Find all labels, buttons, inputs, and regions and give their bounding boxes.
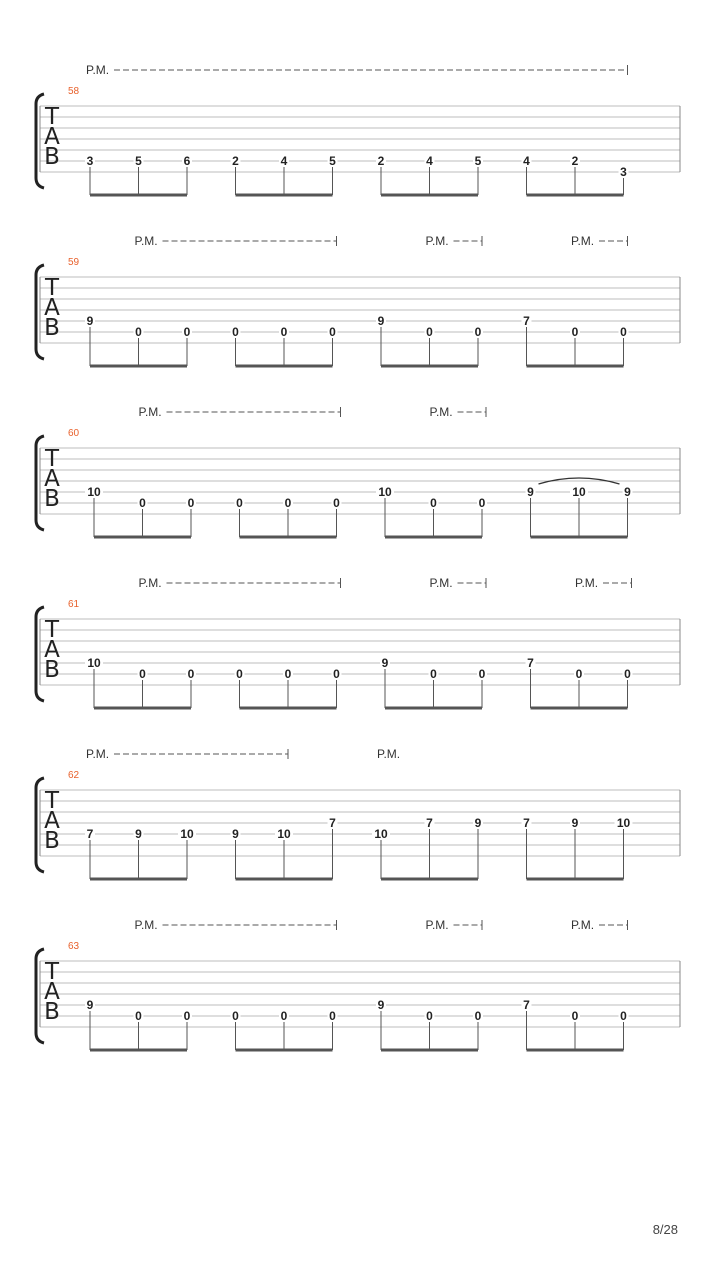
fret-number: 0 [280, 1009, 288, 1023]
fret-number: 2 [377, 154, 385, 168]
fret-number: 0 [478, 667, 486, 681]
fret-number: 0 [430, 496, 437, 510]
beam [527, 194, 624, 197]
palm-mute-label: P.M. [134, 918, 158, 932]
fret-number: 3 [86, 154, 94, 168]
fret-number: 4 [280, 154, 288, 168]
fret-number: 9 [232, 827, 239, 841]
beam [531, 707, 628, 710]
fret-number: 5 [135, 154, 142, 168]
fret-number: 10 [277, 827, 291, 841]
fret-number: 5 [329, 154, 336, 168]
fret-number: 9 [86, 314, 94, 328]
fret-number: 9 [135, 827, 142, 841]
bar-number: 62 [68, 770, 80, 781]
tab-clef-letter: B [44, 486, 60, 512]
fret-number: 0 [575, 667, 583, 681]
fret-number: 0 [139, 496, 146, 510]
tab-clef-letter: T [44, 617, 60, 643]
fret-number: 0 [139, 667, 146, 681]
fret-number: 9 [527, 485, 534, 499]
beam [236, 878, 333, 881]
fret-number: 9 [624, 485, 631, 499]
beam [90, 194, 187, 197]
bar-number: 60 [68, 428, 80, 439]
fret-number: 0 [135, 1009, 142, 1023]
tab-clef-letter: B [44, 999, 60, 1025]
fret-number: 0 [478, 496, 486, 510]
beam [531, 536, 628, 539]
fret-number: 2 [571, 154, 579, 168]
fret-number: 0 [284, 496, 292, 510]
beam [90, 1049, 187, 1052]
fret-number: 7 [329, 816, 336, 830]
fret-number: 10 [616, 816, 631, 830]
bar-number: 61 [68, 599, 80, 610]
beam [240, 707, 337, 710]
fret-number: 10 [374, 827, 388, 841]
beam [236, 194, 333, 197]
fret-number: 0 [620, 1009, 627, 1023]
fret-number: 10 [87, 485, 101, 499]
beam [94, 707, 191, 710]
fret-number: 9 [571, 816, 579, 830]
palm-mute-label: P.M. [138, 576, 162, 590]
fret-number: 0 [280, 325, 288, 339]
beam [527, 878, 624, 881]
tab-clef-letter: B [44, 315, 60, 341]
fret-number: 9 [377, 998, 385, 1012]
tab-system-58 [36, 63, 680, 197]
fret-number: 9 [381, 656, 389, 670]
fret-number: 0 [183, 1009, 191, 1023]
palm-mute-label: P.M. [425, 234, 449, 248]
fret-number: 0 [571, 1009, 579, 1023]
fret-number: 0 [236, 496, 243, 510]
tab-clef-letter: A [44, 637, 60, 663]
fret-number: 0 [232, 1009, 239, 1023]
fret-number: 2 [232, 154, 239, 168]
palm-mute-label: P.M. [425, 918, 449, 932]
fret-number: 5 [474, 154, 482, 168]
fret-number: 0 [624, 667, 631, 681]
palm-mute-label: P.M. [575, 576, 599, 590]
fret-number: 7 [527, 656, 534, 670]
palm-mute-label: P.M. [134, 234, 158, 248]
fret-number: 4 [523, 154, 530, 168]
palm-mute-label: P.M. [138, 405, 162, 419]
fret-number: 7 [86, 827, 94, 841]
tab-clef-letter: T [44, 446, 60, 472]
beam [236, 1049, 333, 1052]
fret-number: 0 [474, 325, 482, 339]
tab-clef-letter: A [44, 466, 60, 492]
palm-mute-label: P.M. [86, 63, 110, 77]
beam [240, 536, 337, 539]
beam [381, 1049, 478, 1052]
fret-number: 0 [187, 667, 195, 681]
fret-number: 0 [430, 667, 437, 681]
palm-mute-label: P.M. [429, 576, 453, 590]
fret-number: 0 [187, 496, 195, 510]
palm-mute-label: P.M. [571, 234, 595, 248]
beam [381, 878, 478, 881]
page-number: 8/28 [652, 1222, 678, 1237]
fret-number: 7 [426, 816, 433, 830]
fret-number: 9 [474, 816, 482, 830]
fret-number: 0 [232, 325, 239, 339]
fret-number: 0 [333, 667, 340, 681]
tab-clef-letter: A [44, 295, 60, 321]
beam [381, 194, 478, 197]
tab-clef-letter: T [44, 104, 60, 130]
tab-system-60 [36, 405, 680, 539]
bar-number: 59 [68, 257, 80, 268]
beam [90, 878, 187, 881]
tab-clef-letter: T [44, 788, 60, 814]
tab-system-62 [36, 747, 680, 881]
bar-number: 58 [68, 86, 80, 97]
fret-number: 3 [620, 165, 627, 179]
fret-number: 0 [329, 325, 336, 339]
tab-clef-letter: B [44, 828, 60, 854]
fret-number: 10 [378, 485, 392, 499]
fret-number: 0 [236, 667, 243, 681]
fret-number: 0 [183, 325, 191, 339]
beam [90, 365, 187, 368]
beam [381, 365, 478, 368]
fret-number: 6 [183, 154, 191, 168]
beam [527, 365, 624, 368]
beam [385, 707, 482, 710]
fret-number: 0 [571, 325, 579, 339]
fret-number: 0 [329, 1009, 336, 1023]
palm-mute-label: P.M. [86, 747, 110, 761]
fret-number: 9 [86, 998, 94, 1012]
tab-system-59 [36, 234, 680, 368]
fret-number: 10 [572, 485, 586, 499]
fret-number: 0 [135, 325, 142, 339]
fret-number: 0 [284, 667, 292, 681]
fret-number: 7 [523, 314, 530, 328]
tab-system-61 [36, 576, 680, 710]
fret-number: 0 [474, 1009, 482, 1023]
tab-clef-letter: A [44, 808, 60, 834]
fret-number: 10 [180, 827, 194, 841]
fret-number: 0 [426, 1009, 433, 1023]
tab-clef-letter: B [44, 657, 60, 683]
tab-clef-letter: A [44, 979, 60, 1005]
tab-system-63 [36, 918, 680, 1052]
palm-mute-label: P.M. [429, 405, 453, 419]
fret-number: 9 [377, 314, 385, 328]
beam [385, 536, 482, 539]
fret-number: 7 [523, 998, 530, 1012]
tab-clef-letter: B [44, 144, 60, 170]
tab-clef-letter: T [44, 959, 60, 985]
tab-clef-letter: A [44, 124, 60, 150]
fret-number: 4 [426, 154, 433, 168]
beam [236, 365, 333, 368]
beam [94, 536, 191, 539]
fret-number: 10 [87, 656, 101, 670]
beam [527, 1049, 624, 1052]
bar-number: 63 [68, 941, 80, 952]
fret-number: 0 [620, 325, 627, 339]
tab-clef-letter: T [44, 275, 60, 301]
fret-number: 7 [523, 816, 530, 830]
palm-mute-label: P.M. [571, 918, 595, 932]
fret-number: 0 [426, 325, 433, 339]
palm-mute-label: P.M. [377, 747, 401, 761]
fret-number: 0 [333, 496, 340, 510]
